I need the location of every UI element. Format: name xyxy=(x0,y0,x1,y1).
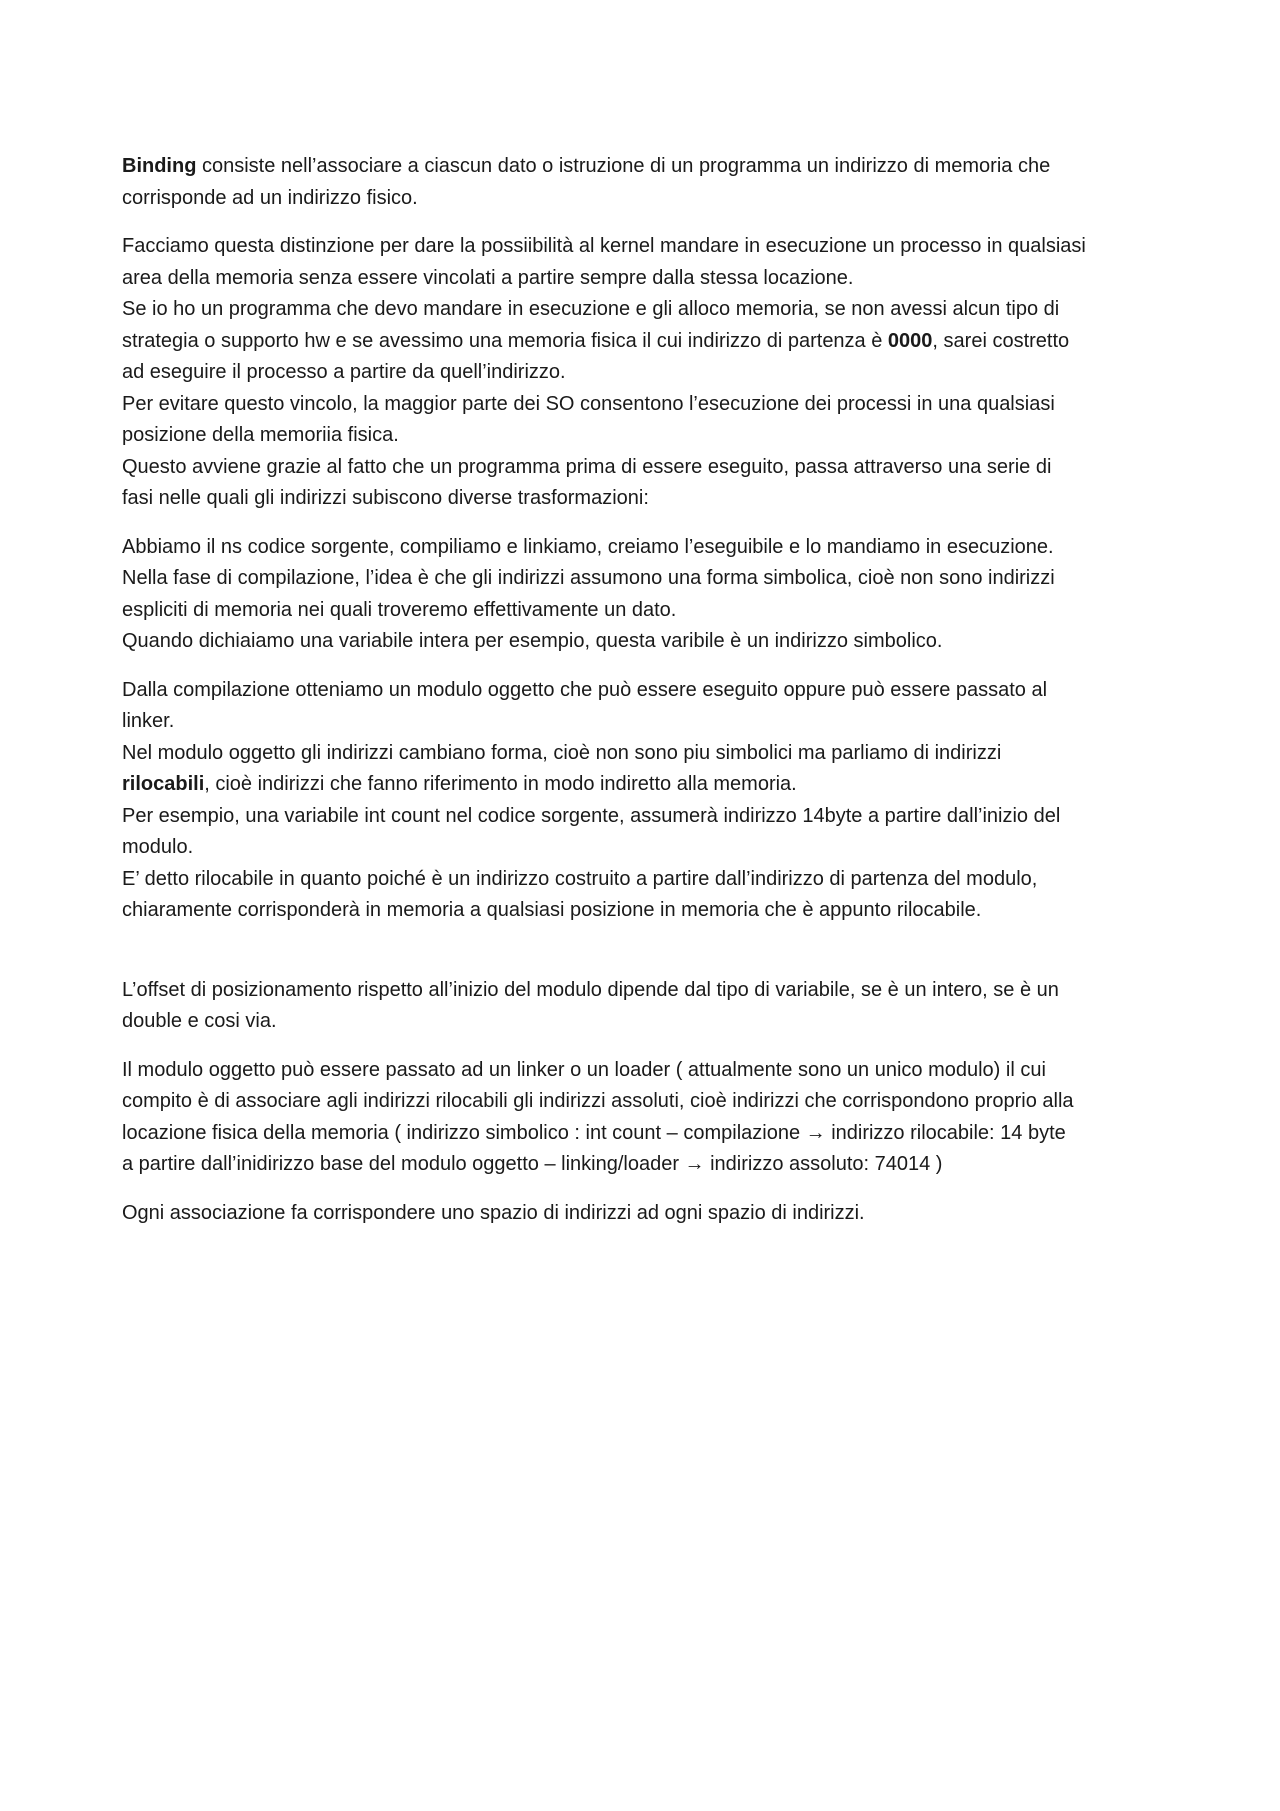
text-line: Questo avviene grazie al fatto che un programma prima di essere eseguito, passa attraverso una serie di xyxy=(122,455,1052,478)
text-line: Nel modulo oggetto gli indirizzi cambiano forma, cioè non sono piu simbolici ma parliamo di indirizzi xyxy=(122,741,1002,764)
text-line: Ogni associazione fa corrispondere uno spazio di indirizzi ad ogni spazio di indirizzi. xyxy=(122,1201,865,1224)
text-line: ad eseguire il processo a partire da quell’indirizzo. xyxy=(122,361,566,383)
text-line: Quando dichiaiamo una variabile intera per esempio, questa varibile è un indirizzo simbolico. xyxy=(122,630,943,652)
text-line: compito è di associare agli indirizzi rilocabili gli indirizzi assoluti, cioè indirizzi che corrispondono proprio alla xyxy=(122,1090,1074,1112)
bold-term-rilocabili: rilocabili xyxy=(122,773,205,795)
text-line: rilocabili, cioè indirizzi che fanno riferimento in modo indiretto alla memoria. xyxy=(122,773,797,795)
text-line: Facciamo questa distinzione per dare la possiibilità al kernel mandare in esecuzione un processo in qualsiasi xyxy=(122,235,1086,257)
paragraph-object-module xyxy=(122,675,1172,927)
paragraph-association xyxy=(122,1198,1172,1230)
text-line: Dalla compilazione otteniamo un modulo oggetto che può essere eseguito oppure può essere passato al xyxy=(122,678,1048,701)
text-line: double e cosi via. xyxy=(122,1010,277,1032)
text-line: chiaramente corrisponderà in memoria a qualsiasi posizione in memoria che è appunto rilocabile. xyxy=(122,899,982,921)
paragraph-offset xyxy=(122,975,1172,1038)
text-line: area della memoria senza essere vincolati a partire sempre dalla stessa locazione. xyxy=(122,266,854,289)
text-line: Se io ho un programma che devo mandare in esecuzione e gli alloco memoria, se non avessi alcun tipo di xyxy=(122,298,1060,320)
paragraph-linker-loader xyxy=(122,1055,1172,1181)
paragraph-compilation xyxy=(122,532,1172,658)
paragraph-distinction xyxy=(122,231,1172,515)
text-line: strategia o supporto hw e se avessimo una memoria fisica il cui indirizzo di partenza è 0000, sarei costretto xyxy=(122,329,1070,352)
document-body xyxy=(122,151,1172,1246)
text-line: Abbiamo il ns codice sorgente, compiliamo e linkiamo, creiamo l’eseguibile e lo mandiamo in esecuzione. xyxy=(122,535,1054,558)
text-line: Per esempio, una variabile int count nel codice sorgente, assumerà indirizzo 14byte a partire dall’inizio del xyxy=(122,804,1061,827)
text-line: E’ detto rilocabile in quanto poiché è un indirizzo costruito a partire dall’indirizzo di partenza del modulo, xyxy=(122,867,1038,890)
text-line: L’offset di posizionamento rispetto all’inizio del modulo dipende dal tipo di variabile, se è un intero, se è un xyxy=(122,978,1059,1001)
text-line: modulo. xyxy=(122,836,194,858)
text-line: Per evitare questo vincolo, la maggior parte dei SO consentono l’esecuzione dei processi in una qualsiasi xyxy=(122,392,1055,415)
text-line: espliciti di memoria nei quali troveremo effettivamente un dato. xyxy=(122,598,677,621)
text-line: Il modulo oggetto può essere passato ad un linker o un loader ( attualmente sono un unico modulo) il cui xyxy=(122,1058,1046,1081)
text-line: linker. xyxy=(122,710,175,732)
text-line: Nella fase di compilazione, l’idea è che gli indirizzi assumono una forma simbolica, cioè non sono indirizzi xyxy=(122,567,1055,589)
text-line: a partire dall’inidirizzo base del modulo oggetto – linking/loader → indirizzo assoluto: 74014 ) xyxy=(122,1153,943,1175)
text-line: fasi nelle quali gli indirizzi subiscono diverse trasformazioni: xyxy=(122,487,649,509)
bold-address-0000: 0000 xyxy=(887,329,933,352)
text-line: Binding consiste nell’associare a ciascun dato o istruzione di un programma un indirizzo di memoria che xyxy=(122,155,1051,177)
bold-term-binding: Binding xyxy=(122,155,197,177)
text-line: corrisponde ad un indirizzo fisico. xyxy=(122,186,418,209)
text-line: posizione della memoriia fisica. xyxy=(122,424,399,446)
text-line: locazione fisica della memoria ( indirizzo simbolico : int count – compilazione → indirizzo rilocabile: 14 byte xyxy=(122,1121,1066,1144)
paragraph-binding-definition xyxy=(122,151,1172,214)
